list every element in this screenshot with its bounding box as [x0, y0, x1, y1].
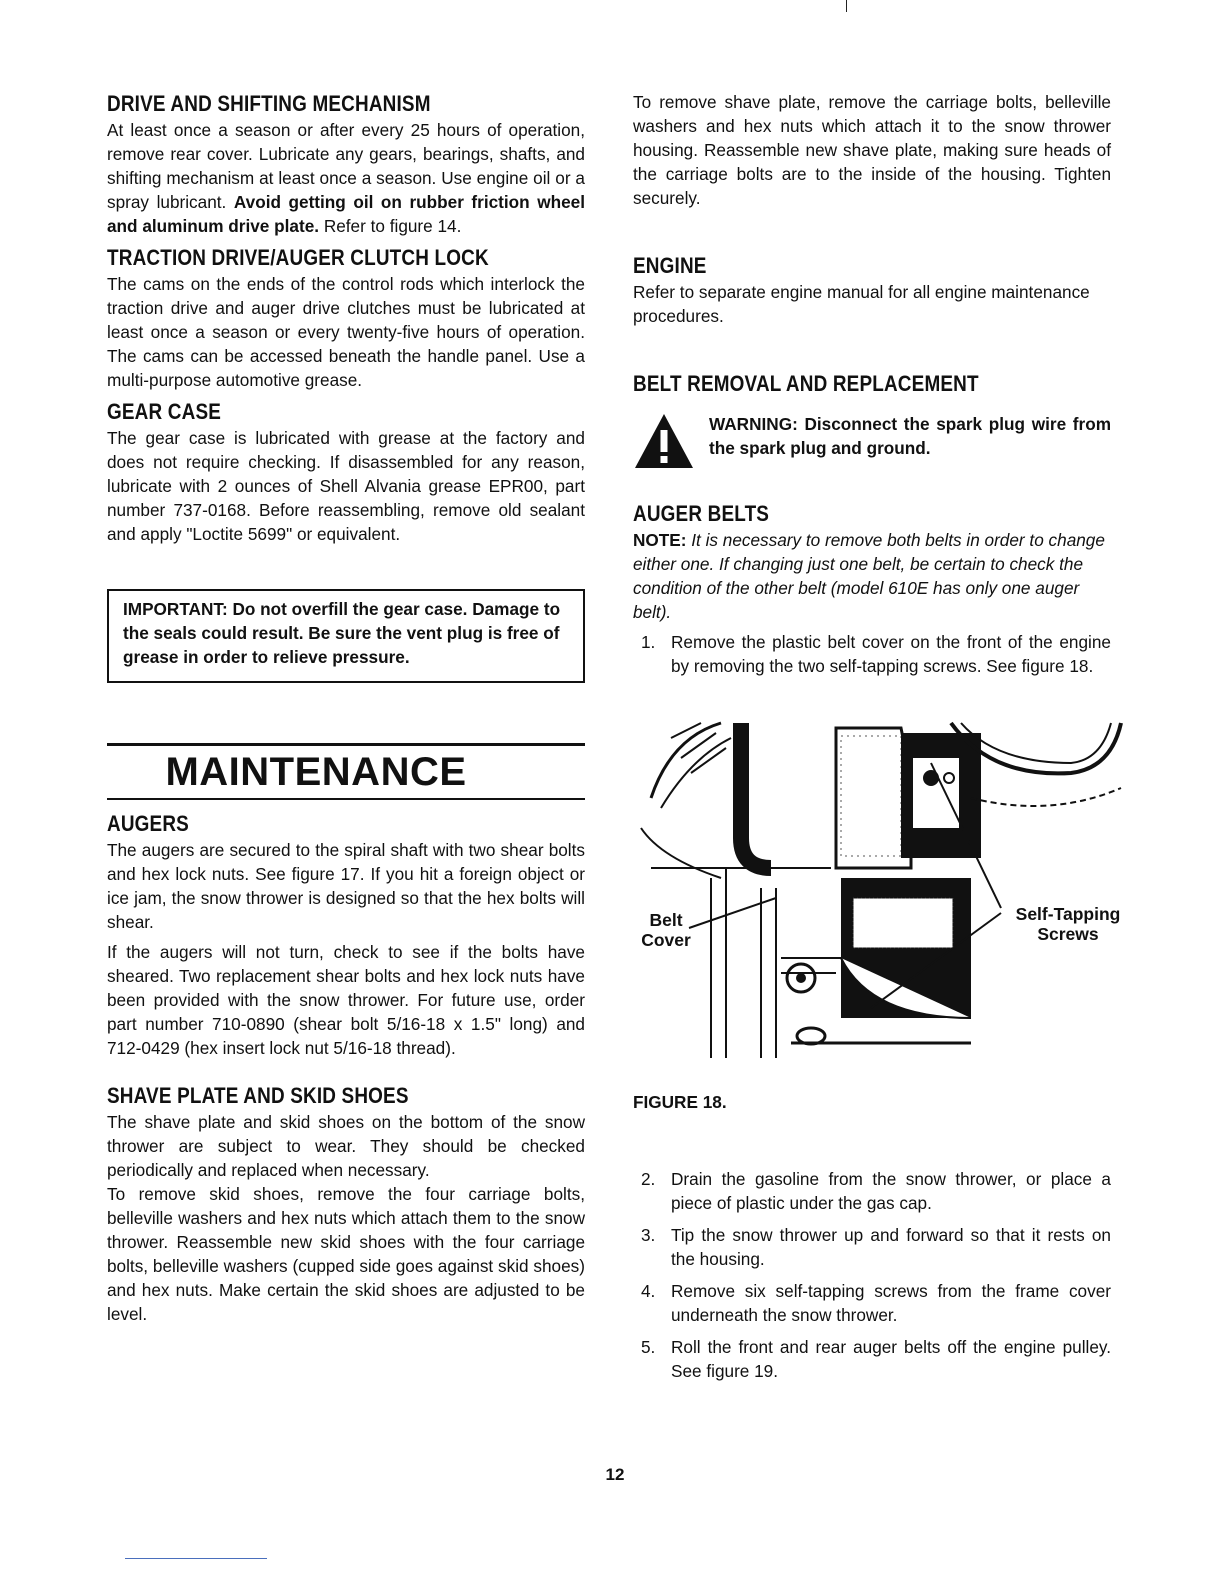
step-number: 2. [641, 1169, 656, 1189]
steps-list-b [633, 1167, 1111, 1383]
shave-paragraph-1: The shave plate and skid shoes on the bottom of the snow thrower are subject to wear. They should be checked periodically and replaced when necessary. [107, 1112, 585, 1180]
warning-block [633, 412, 1111, 470]
step-text: Drain the gasoline from the snow thrower, or place a piece of plastic under the gas cap. [671, 1169, 1111, 1213]
note-label: NOTE: [633, 530, 687, 550]
engine-heading: ENGINE [633, 253, 707, 278]
belt-removal-heading: BELT REMOVAL AND REPLACEMENT [633, 371, 979, 396]
drive-figure-ref: Refer to figure 14. [323, 216, 462, 236]
step-item [633, 1279, 1111, 1327]
engine-paragraph: Refer to separate engine manual for all engine maintenance procedures. [633, 282, 1090, 326]
warning-text: WARNING: Disconnect the spark plug wire from the spark plug and ground. [709, 414, 1111, 458]
shave-paragraph-2: To remove skid shoes, remove the four carriage bolts, belleville washers and hex nuts which attach them to the snow thrower. Reassemble new skid shoes with the four carriage bolts, belleville washers (cupped side goes against skid shoes) and hex nuts. Make certain the skid shoes are adjusted to be level. [107, 1184, 585, 1324]
self-tapping-screws-label: Self-Tapping Screws [1015, 904, 1121, 944]
belt-cover-illustration [631, 718, 1131, 1058]
step-item [633, 630, 1111, 678]
step-number: 1. [641, 632, 656, 652]
traction-paragraph: The cams on the ends of the control rods which interlock the traction drive and auger drive clutches must be lubricated at least once a season or every twenty-five hours of operation. The cams can be accessed beneath the handle panel. Use a multi-purpose automotive grease. [107, 274, 585, 390]
belt-cover-label: Belt Cover [641, 910, 691, 950]
augers-paragraph-1: The augers are secured to the spiral shaft with two shear bolts and hex lock nuts. See figure 17. If you hit a foreign object or ice jam, the snow thrower is designed so that the hex bolts will shear. [107, 840, 585, 932]
top-tick-mark [846, 0, 847, 12]
auger-belts-heading: AUGER BELTS [633, 501, 770, 526]
gear-case-paragraph: The gear case is lubricated with grease at the factory and does not require checking. If disassembled for any reason, lubricate with 2 ounces of Shell Alvania grease EPR00, part number 737-0168. Before reassembling, remove old sealant and apply "Loctite 5699" or equivalent. [107, 428, 585, 544]
step-text: Roll the front and rear auger belts off the engine pulley. See figure 19. [671, 1337, 1111, 1381]
maintenance-title: MAINTENANCE [165, 750, 467, 794]
steps-list-a [633, 630, 1111, 678]
augers-paragraph-2: If the augers will not turn, check to see if the bolts have sheared. Two replacement shear bolts and hex lock nuts have been provided with the snow thrower. For future use, order part number 710-0890 (shear bolt 5/16-18 x 1.5" long) and 712-0429 (hex insert lock nut 5/16-18 thread). [107, 942, 585, 1058]
traction-heading: TRACTION DRIVE/AUGER CLUTCH LOCK [107, 245, 489, 270]
step-text: Remove six self-tapping screws from the frame cover underneath the snow thrower. [671, 1281, 1111, 1325]
note-paragraph [633, 528, 1111, 624]
drive-text: At least once a season or after every 25 hours of operation, remove rear cover. Lubricate any gears, bearings, shafts, and shifting mechanism at least once a season. Use engine oil or a spray lubricant. [107, 120, 585, 212]
shave-plate-heading: SHAVE PLATE AND SKID SHOES [107, 1083, 409, 1108]
step-text: Remove the plastic belt cover on the front of the engine by removing the two self-tapping screws. See figure 18. [671, 632, 1111, 676]
right-column [633, 90, 1121, 1391]
step-number: 4. [641, 1281, 656, 1301]
figure-caption: FIGURE 18. [633, 1092, 727, 1112]
drive-bold-warning: Avoid getting oil on rubber friction wheel and aluminum drive plate. [107, 192, 585, 236]
step-item [633, 1335, 1111, 1383]
bottom-underline [125, 1558, 267, 1559]
step-number: 3. [641, 1225, 656, 1245]
step-item [633, 1167, 1111, 1215]
gear-case-heading: GEAR CASE [107, 399, 222, 424]
left-column [107, 90, 585, 1326]
maintenance-banner [107, 743, 585, 800]
drive-heading: DRIVE AND SHIFTING MECHANISM [107, 91, 431, 116]
warning-triangle-icon [633, 412, 695, 470]
step-text: Tip the snow thrower up and forward so that it rests on the housing. [671, 1225, 1111, 1269]
figure-18 [631, 718, 1131, 1088]
augers-heading: AUGERS [107, 811, 189, 836]
page-number: 12 [605, 1465, 625, 1484]
step-item [633, 1223, 1111, 1271]
drive-paragraph [107, 118, 585, 238]
step-number: 5. [641, 1337, 656, 1357]
note-text: It is necessary to remove both belts in order to change either one. If changing just one belt, be certain to check the condition of the other belt (model 610E has only one auger belt). [633, 530, 1105, 622]
important-box: IMPORTANT: Do not overfill the gear case. Damage to the seals could result. Be sure the vent plug is free of grease in order to relieve pressure. [107, 589, 585, 683]
shave-plate-continued: To remove shave plate, remove the carriage bolts, belleville washers and hex nuts which attach it to the snow thrower housing. Reassemble new shave plate, making sure heads of the carriage bolts are to the inside of the housing. Tighten securely. [633, 92, 1111, 208]
